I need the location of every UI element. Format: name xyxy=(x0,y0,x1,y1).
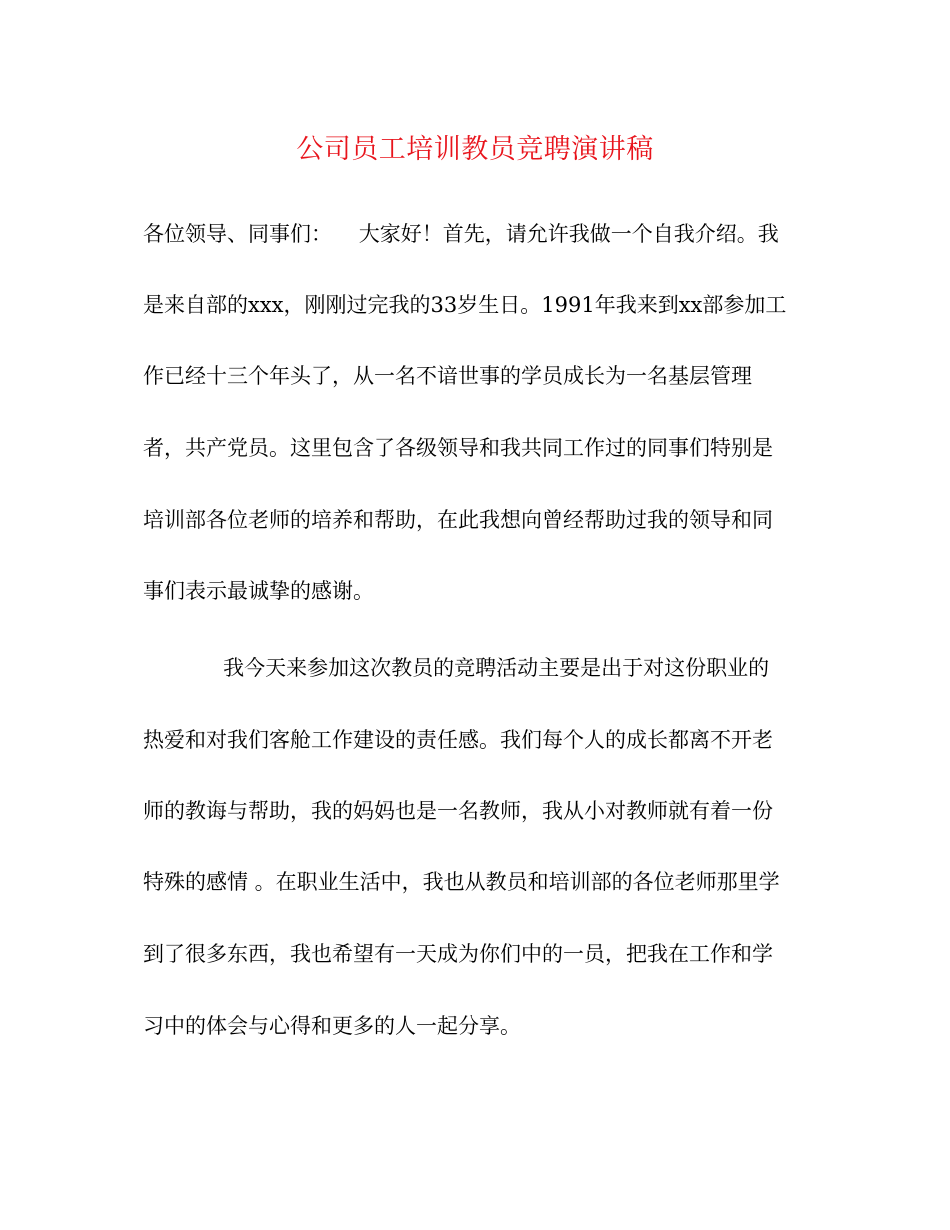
body-line: 到了很多东西，我也希望有一天成为你们中的一员，把我在工作和学 xyxy=(143,942,773,966)
body-line: 我今天来参加这次教员的竞聘活动主要是出于对这份职业的 xyxy=(143,656,770,680)
body-line: 培训部各位老师的培养和帮助，在此我想向曾经帮助过我的领导和同 xyxy=(143,508,773,532)
document-title: 公司员工培训教员竞聘演讲稿 xyxy=(296,134,654,165)
body-line: 各位领导、同事们： 大家好！首先，请允许我做一个自我介绍。我 xyxy=(143,222,779,246)
body-line: 者，共产党员。这里包含了各级领导和我共同工作过的同事们特别是 xyxy=(143,436,773,460)
body-line: 事们表示最诚挚的感谢。 xyxy=(143,579,374,603)
body-line: 作已经十三个年头了，从一名不谙世事的学员成长为一名基层管理 xyxy=(143,364,752,388)
body-line: 是来自部的xxx，刚刚过完我的33岁生日。1991年我来到xx部参加工 xyxy=(143,293,787,317)
body-line: 师的教诲与帮助，我的妈妈也是一名教师，我从小对教师就有着一份 xyxy=(143,799,773,823)
body-line: 热爱和对我们客舱工作建设的责任感。我们每个人的成长都离不开老 xyxy=(143,728,773,752)
body-line: 特殊的感情 。在职业生活中，我也从教员和培训部的各位老师那里学 xyxy=(143,870,780,894)
body-line: 习中的体会与心得和更多的人一起分享。 xyxy=(143,1014,521,1038)
